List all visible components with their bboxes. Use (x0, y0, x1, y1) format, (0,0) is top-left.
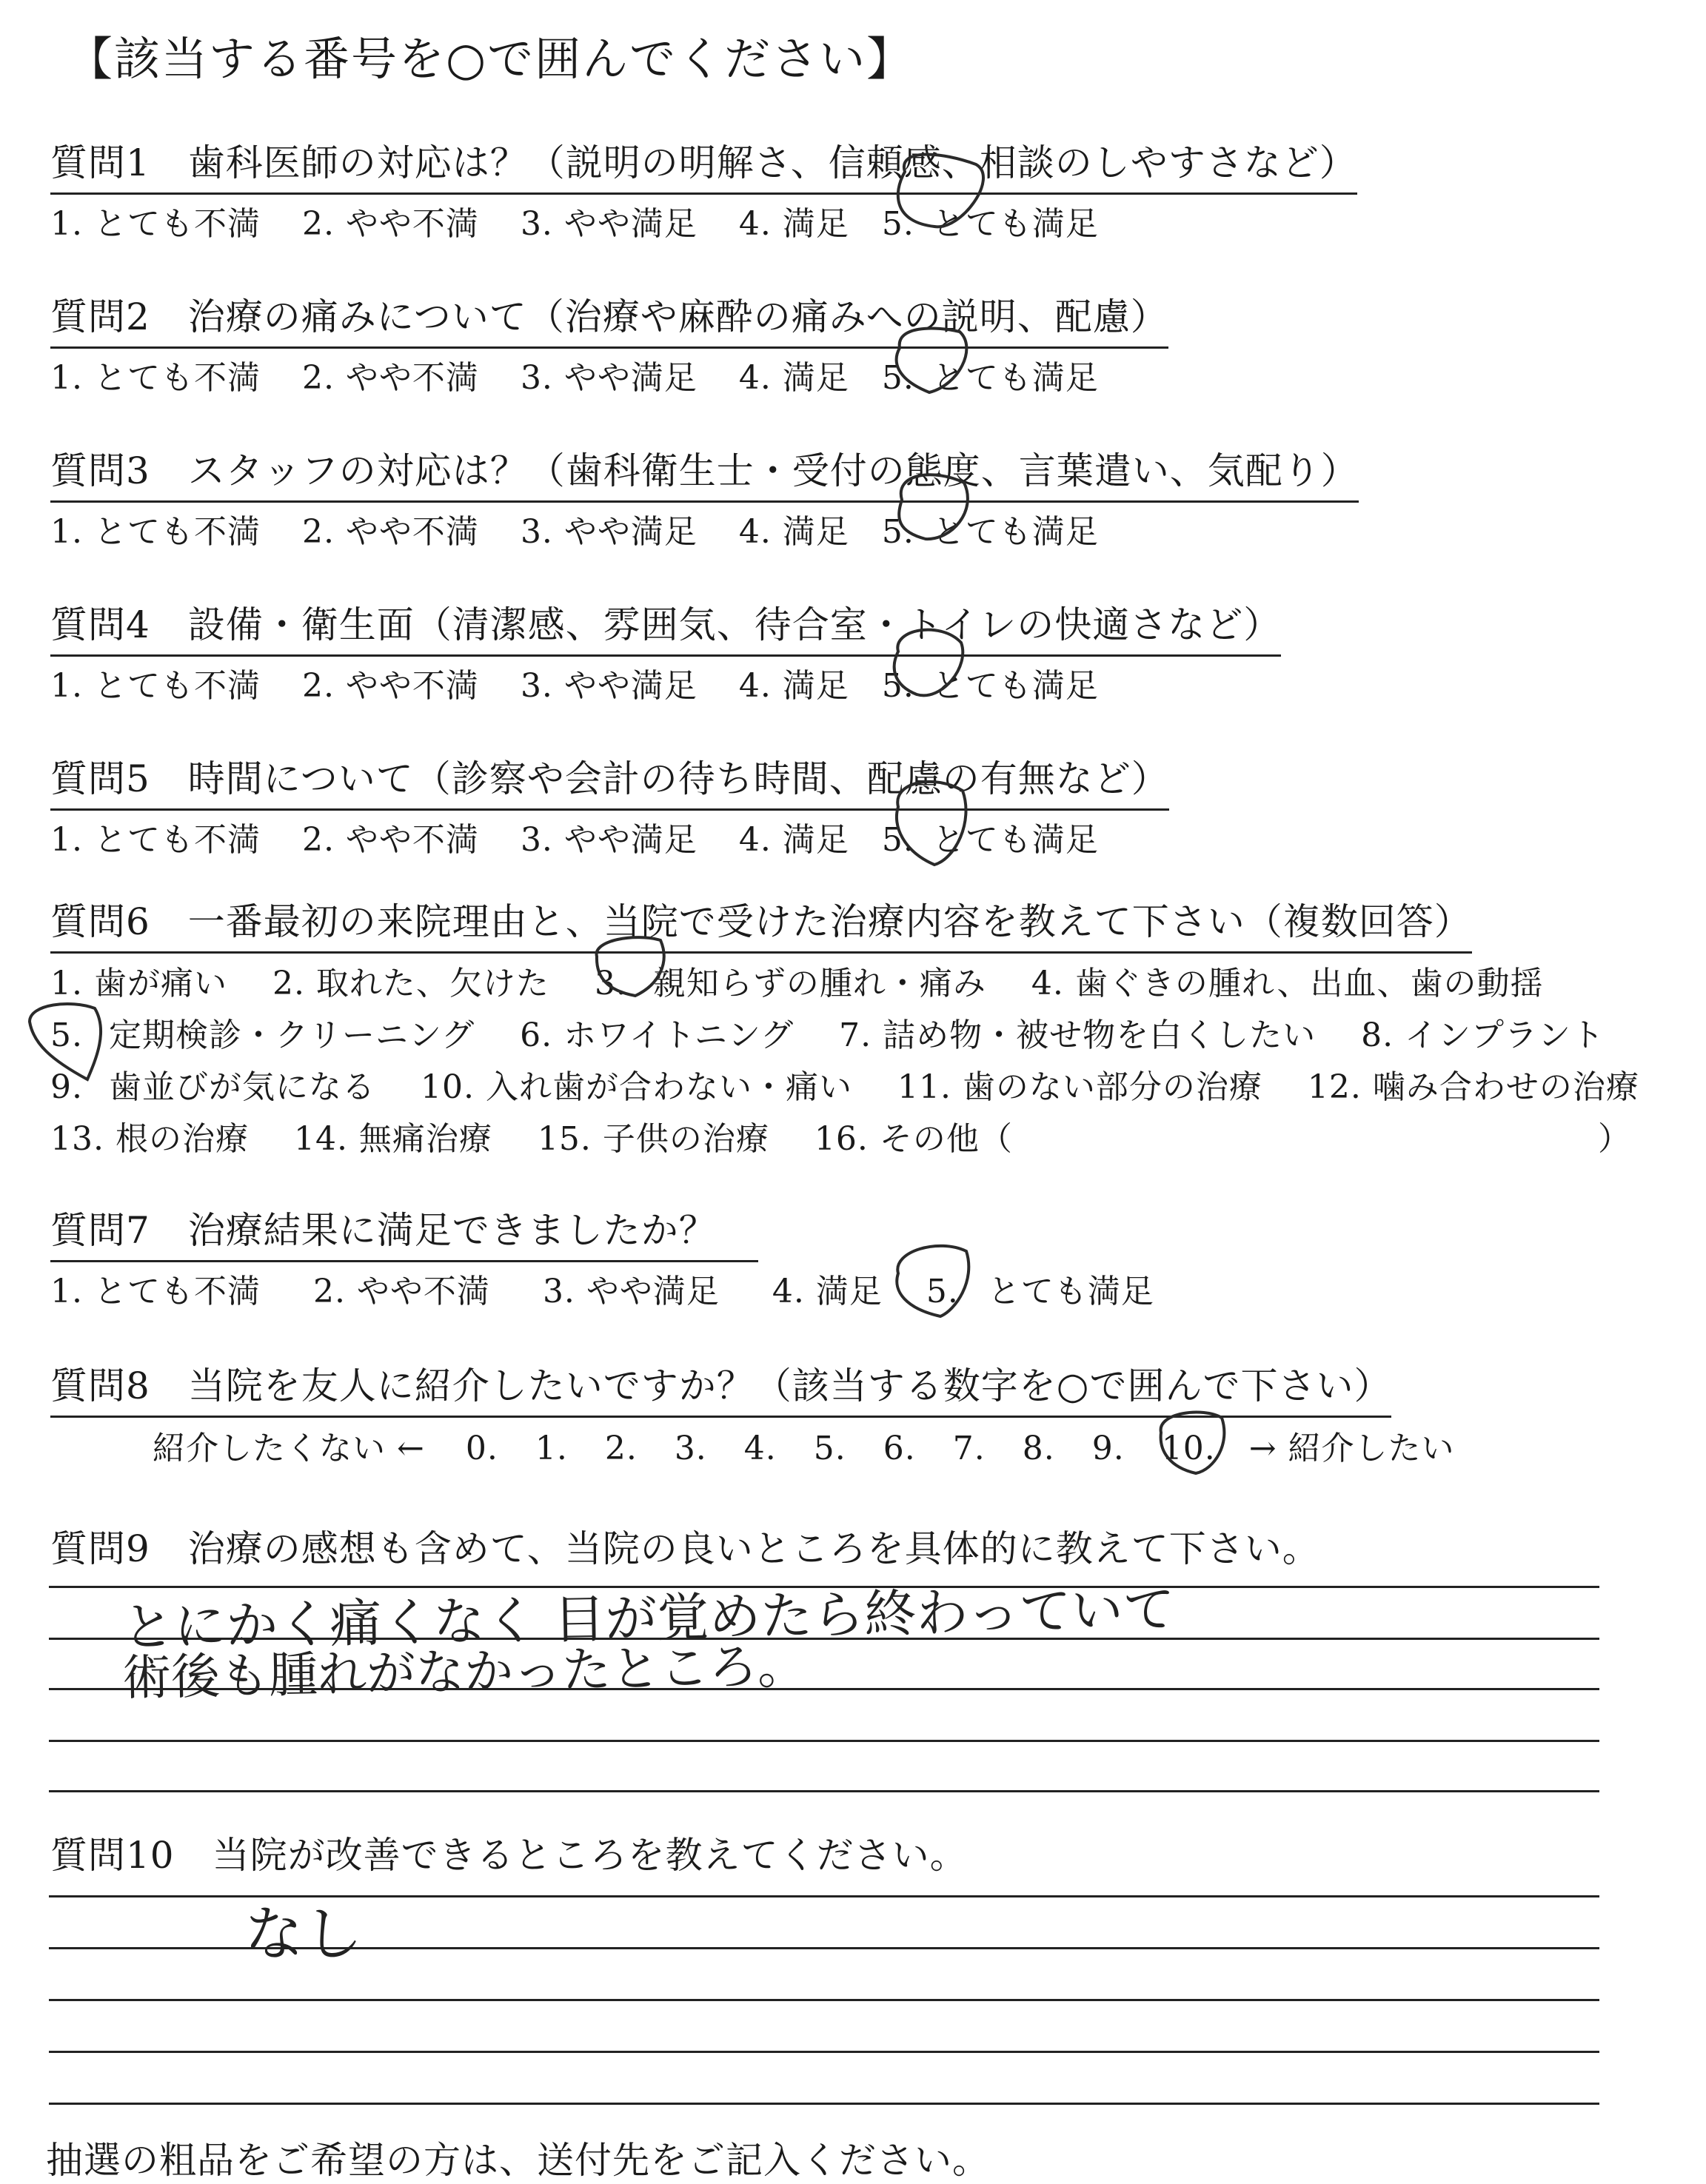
q6-other-close-paren: ） (1598, 1120, 1631, 1158)
question-3-title: 質問3 スタッフの対応は？（歯科衛生士・受付の態度、言葉遣い、気配り） (50, 441, 1359, 503)
q6-option-5-label: 定期検診・クリーニング (108, 1016, 475, 1054)
q1-option-4[interactable]: 4. 満足 (738, 205, 849, 243)
q6-option-1[interactable]: 1. 歯が痛い (50, 965, 227, 1002)
q6-option-7[interactable]: 7. 詰め物・被せ物を白くしたい (839, 1016, 1317, 1054)
q1-option-3[interactable]: 3. やや満足 (520, 205, 698, 243)
q6-option-8[interactable]: 8. インプラント (1361, 1016, 1605, 1054)
q6-option-3-label: 親知らずの腫れ・痛み (652, 965, 986, 1002)
q6-option-6[interactable]: 6. ホワイトニング (520, 1016, 795, 1054)
q8-scale-number[interactable]: 4. (743, 1430, 777, 1467)
q2-option-5-num[interactable]: 5. (881, 359, 914, 397)
q3-option-4[interactable]: 4. 満足 (738, 513, 849, 551)
q8-scale-number[interactable]: 1. (535, 1430, 568, 1467)
q5-option-3[interactable]: 3. やや満足 (520, 821, 698, 859)
q9-handwritten-line-1: とにかく痛くなく 目が覚めたら終わっていて (121, 1578, 1176, 1658)
q2-option-4[interactable]: 4. 満足 (738, 359, 849, 397)
q5-option-5-num[interactable]: 5. (881, 821, 914, 859)
q8-scale-number[interactable]: 7. (952, 1430, 986, 1467)
q6-option-13[interactable]: 13. 根の治療 (50, 1120, 249, 1158)
answer-line (49, 2103, 1599, 2105)
q2-option-2[interactable]: 2. やや不満 (301, 359, 479, 397)
q3-option-5-label: とても満足 (931, 513, 1099, 551)
q3-option-5-num[interactable]: 5. (881, 513, 914, 551)
q4-option-1[interactable]: 1. とても不満 (50, 667, 261, 705)
question-4-options (50, 659, 1099, 706)
q2-option-3[interactable]: 3. やや満足 (520, 359, 698, 397)
q6-option-5-num[interactable]: 5. (50, 1016, 83, 1054)
q5-option-1[interactable]: 1. とても不満 (50, 821, 261, 859)
q8-scale-number[interactable]: 10. (1161, 1430, 1216, 1467)
q7-option-5-label: とても満足 (987, 1273, 1154, 1310)
q3-option-2[interactable]: 2. やや不満 (301, 513, 479, 551)
q6-row-1 (50, 957, 1544, 1004)
q8-left-label: 紹介したくない ← (153, 1430, 425, 1467)
question-5-title: 質問5 時間について（診察や会計の待ち時間、配慮の有無など） (50, 749, 1169, 811)
q8-scale-number[interactable]: 5. (813, 1430, 846, 1467)
question-1-options (50, 197, 1099, 244)
q10-handwritten-answer: なし (244, 1900, 363, 1969)
answer-line (49, 1790, 1599, 1792)
q6-option-12[interactable]: 12. 噛み合わせの治療 (1307, 1068, 1639, 1106)
q6-option-2[interactable]: 2. 取れた、欠けた (272, 965, 549, 1002)
question-3-options (50, 505, 1099, 552)
q7-option-2[interactable]: 2. やや不満 (312, 1273, 490, 1310)
q6-row-4 (50, 1112, 1013, 1159)
q6-option-9-num[interactable]: 9. (50, 1068, 83, 1106)
q5-option-4[interactable]: 4. 満足 (738, 821, 849, 859)
footer-note: 抽選の粗品をご希望の方は、送付先をご記入ください。 (46, 2139, 990, 2182)
question-2-title: 質問2 治療の痛みについて（治療や麻酔の痛みへの説明、配慮） (50, 287, 1168, 349)
q8-scale-number[interactable]: 9. (1091, 1430, 1125, 1467)
answer-line (49, 1999, 1599, 2001)
q8-scale-number[interactable]: 3. (674, 1430, 707, 1467)
question-4-title: 質問4 設備・衛生面（清潔感、雰囲気、待合室・トイレの快適さなど） (50, 595, 1281, 657)
q2-option-1[interactable]: 1. とても不満 (50, 359, 261, 397)
q1-option-5-label: とても満足 (931, 205, 1099, 243)
q1-option-5-num[interactable]: 5. (881, 205, 914, 243)
q1-option-1[interactable]: 1. とても不満 (50, 205, 261, 243)
q7-option-1[interactable]: 1. とても不満 (50, 1273, 261, 1310)
q4-option-5-num[interactable]: 5. (881, 667, 914, 705)
q6-option-11[interactable]: 11. 歯のない部分の治療 (897, 1068, 1262, 1106)
question-6-title: 質問6 一番最初の来院理由と、当院で受けた治療内容を教えて下さい（複数回答） (50, 892, 1472, 954)
q6-option-16[interactable]: 16. その他（ (814, 1120, 1013, 1158)
q5-option-5-label: とても満足 (931, 821, 1099, 859)
q7-option-3[interactable]: 3. やや満足 (542, 1273, 720, 1310)
q5-option-2[interactable]: 2. やや不満 (301, 821, 479, 859)
q1-option-2[interactable]: 2. やや不満 (301, 205, 479, 243)
q3-option-3[interactable]: 3. やや満足 (520, 513, 698, 551)
question-2-options (50, 351, 1099, 398)
answer-line (49, 1740, 1599, 1742)
q8-scale (153, 1421, 1455, 1469)
q4-option-5-label: とても満足 (931, 667, 1099, 705)
q7-option-4[interactable]: 4. 満足 (772, 1273, 883, 1310)
answer-line (49, 2051, 1599, 2053)
q6-row-3 (50, 1060, 1639, 1108)
question-7-title: 質問7 治療結果に満足できましたか？ (50, 1201, 758, 1262)
page-header: 【該当する番号を○で囲んでください】 (67, 32, 914, 86)
q6-option-10[interactable]: 10. 入れ歯が合わない・痛い (420, 1068, 852, 1106)
q7-options (50, 1264, 1154, 1312)
q3-option-1[interactable]: 1. とても不満 (50, 513, 261, 551)
q4-option-2[interactable]: 2. やや不満 (301, 667, 479, 705)
question-8-title: 質問8 当院を友人に紹介したいですか？（該当する数字を○で囲んで下さい） (50, 1356, 1391, 1418)
question-10-title: 質問10 当院が改善できるところを教えてください。 (50, 1834, 968, 1877)
q6-option-15[interactable]: 15. 子供の治療 (537, 1120, 769, 1158)
q8-scale-number[interactable]: 8. (1022, 1430, 1055, 1467)
question-5-options (50, 813, 1099, 860)
q6-option-4[interactable]: 4. 歯ぐきの腫れ、出血、歯の動揺 (1031, 965, 1544, 1002)
q6-option-14[interactable]: 14. 無痛治療 (293, 1120, 492, 1158)
q6-row-2 (50, 1008, 1605, 1056)
question-9-title: 質問9 治療の感想も含めて、当院の良いところを具体的に教えて下さい。 (50, 1527, 1320, 1570)
q4-option-3[interactable]: 3. やや満足 (520, 667, 698, 705)
q6-option-3-num[interactable]: 3. (594, 965, 627, 1002)
q8-scale-number[interactable]: 2. (604, 1430, 638, 1467)
question-1-title: 質問1 歯科医師の対応は？（説明の明解さ、信頼感、相談のしやすさなど） (50, 133, 1357, 195)
q8-scale-number[interactable]: 6. (883, 1430, 916, 1467)
q2-option-5-label: とても満足 (931, 359, 1099, 397)
q8-right-label: → 紹介したい (1248, 1430, 1455, 1467)
q4-option-4[interactable]: 4. 満足 (738, 667, 849, 705)
q8-scale-number[interactable]: 0. (465, 1430, 498, 1467)
q7-option-5-num[interactable]: 5. (926, 1273, 959, 1310)
q6-option-9-label: 歯並びが気になる (108, 1068, 375, 1106)
q9-handwritten-line-2: 術後も腫れがなかったところ。 (121, 1637, 807, 1707)
